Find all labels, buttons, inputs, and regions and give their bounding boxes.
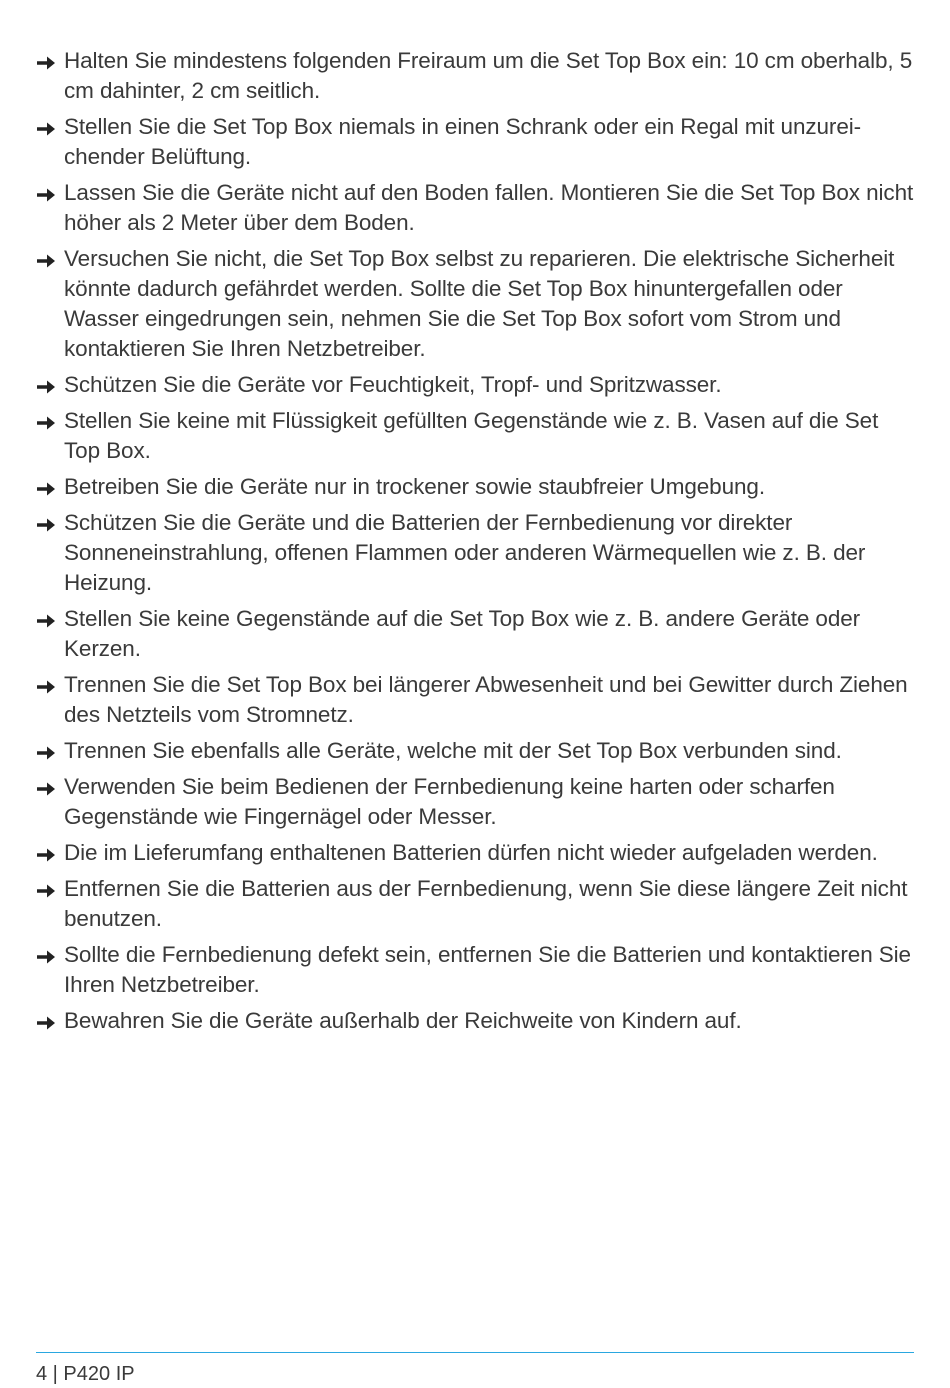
- list-item: [36, 736, 916, 766]
- list-item-text: Schützen Sie die Geräte und die Batterien der Fernbedienung vor direkter Sonneneinstrahlung, offenen Flammen oder anderen Wärmequellen wie z. B. der Heizung.: [64, 510, 866, 595]
- arrow-right-icon: [36, 781, 56, 797]
- page-footer: 4 | P420 IP: [36, 1363, 135, 1385]
- list-item: [36, 244, 916, 364]
- arrow-right-icon: [36, 187, 56, 203]
- footer-divider: [36, 1352, 914, 1353]
- arrow-right-icon: [36, 679, 56, 695]
- list-item: [36, 406, 916, 466]
- list-item: [36, 178, 916, 238]
- list-item-text: Trennen Sie die Set Top Box bei längerer Abwesenheit und bei Gewitter durch Ziehen des Netzteils vom Stromnetz.: [64, 672, 908, 727]
- list-item: [36, 112, 916, 172]
- arrow-right-icon: [36, 481, 56, 497]
- list-item-text: Bewahren Sie die Geräte außerhalb der Reichweite von Kindern auf.: [64, 1008, 742, 1033]
- list-item: [36, 508, 916, 598]
- arrow-right-icon: [36, 253, 56, 269]
- arrow-right-icon: [36, 613, 56, 629]
- list-item-text: Halten Sie mindestens folgenden Freiraum um die Set Top Box ein: 10 cm oberhalb, 5 cm dahinter, 2 cm seitlich.: [64, 48, 913, 103]
- list-item: [36, 1006, 916, 1036]
- arrow-right-icon: [36, 949, 56, 965]
- list-item-text: Sollte die Fernbedienung defekt sein, entfernen Sie die Batterien und kontaktieren Sie Ihren Netzbetreiber.: [64, 942, 911, 997]
- list-item: [36, 940, 916, 1000]
- arrow-right-icon: [36, 1015, 56, 1031]
- arrow-right-icon: [36, 55, 56, 71]
- list-item: [36, 604, 916, 664]
- list-item: [36, 772, 916, 832]
- list-item-text: Versuchen Sie nicht, die Set Top Box selbst zu reparieren. Die elektrische Sicherheit könnte dadurch gefährdet werden. Sollte die Set Top Box hinuntergefallen oder Wasser eingedrungen sein, nehmen Sie die Set Top Box sofort vom Strom und kontaktieren Sie Ihren Netzbetreiber.: [64, 246, 895, 361]
- list-item-text: Lassen Sie die Geräte nicht auf den Boden fallen. Montieren Sie die Set Top Box nicht höher als 2 Meter über dem Boden.: [64, 180, 914, 235]
- list-item-text: Stellen Sie die Set Top Box niemals in einen Schrank oder ein Regal mit unzureichender Belüftung.: [64, 114, 862, 169]
- list-item: [36, 670, 916, 730]
- arrow-right-icon: [36, 517, 56, 533]
- arrow-right-icon: [36, 121, 56, 137]
- arrow-right-icon: [36, 847, 56, 863]
- list-item-text: Betreiben Sie die Geräte nur in trockener sowie staubfreier Umgebung.: [64, 474, 765, 499]
- safety-instructions: [36, 46, 916, 1042]
- list-item-text: Stellen Sie keine Gegenstände auf die Set Top Box wie z. B. andere Geräte oder Kerzen.: [64, 606, 861, 661]
- list-item-text: Schützen Sie die Geräte vor Feuchtigkeit, Tropf- und Spritzwasser.: [64, 372, 722, 397]
- arrow-right-icon: [36, 883, 56, 899]
- list-item: [36, 874, 916, 934]
- arrow-right-icon: [36, 415, 56, 431]
- list-item-text: Entfernen Sie die Batterien aus der Fernbedienung, wenn Sie diese längere Zeit nicht benutzen.: [64, 876, 908, 931]
- list-item-text: Die im Lieferumfang enthaltenen Batterien dürfen nicht wieder aufgeladen werden.: [64, 840, 878, 865]
- arrow-right-icon: [36, 745, 56, 761]
- list-item: [36, 370, 916, 400]
- list-item-text: Trennen Sie ebenfalls alle Geräte, welche mit der Set Top Box verbunden sind.: [64, 738, 842, 763]
- list-item: [36, 472, 916, 502]
- list-item: [36, 838, 916, 868]
- arrow-right-icon: [36, 379, 56, 395]
- list-item-text: Stellen Sie keine mit Flüssigkeit gefüllten Gegenstände wie z. B. Vasen auf die Set Top Box.: [64, 408, 879, 463]
- bullet-list: [36, 46, 916, 1036]
- list-item: [36, 46, 916, 106]
- list-item-text: Verwenden Sie beim Bedienen der Fernbedienung keine harten oder scharfen Gegenstände wie Fingernägel oder Messer.: [64, 774, 835, 829]
